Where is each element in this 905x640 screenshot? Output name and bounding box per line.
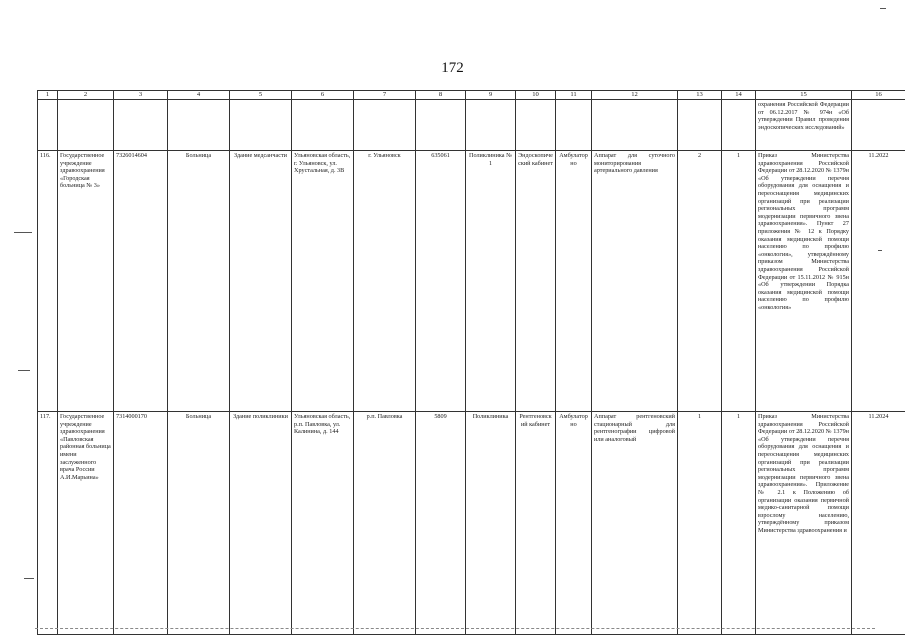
col-header: 2 — [58, 91, 114, 100]
scan-mark — [14, 232, 32, 233]
organization-cell: Государственное учреждение здравоохранения «Павловская районная больница имени заслуженного врача России А.И.Марьина» — [58, 412, 114, 635]
locality-cell: р.п. Павловка — [354, 412, 416, 635]
room-cell: Рентгеновский кабинет — [516, 412, 556, 635]
date-cell: 11.2022 — [852, 151, 905, 412]
col-header: 3 — [114, 91, 168, 100]
qty-required-cell: 2 — [678, 151, 722, 412]
care-form-cell: Амбулаторно — [556, 151, 592, 412]
col-header: 4 — [168, 91, 230, 100]
address-cell: Ульяновская область, р.п. Павловка, ул. Калинина, д. 144 — [292, 412, 354, 635]
qty-present-cell: 1 — [722, 151, 756, 412]
row-number: 117. — [38, 412, 58, 635]
equipment-cell: Аппарат рентгеновский стационарный для рентгенографии цифровой или аналоговый — [592, 412, 678, 635]
col-header: 16 — [852, 91, 905, 100]
care-form-cell: Амбулаторно — [556, 412, 592, 635]
basis-cell: Приказ Министерства здравоохранения Российской Федерации от 28.12.2020 № 1379н «Об утверждении перечня оборудования для оснащения и переоснащения медицинских организаций при реализации региональных программ модернизации первичного звена здравоохранения». Приложение № 2.1 к Положению об организации оказания первичной медико-санитарной помощи взрослому населению, утверждённому приказом Министерства здравоохранения и — [756, 412, 852, 635]
col-header: 1 — [38, 91, 58, 100]
scan-mark — [18, 370, 30, 371]
col-header: 9 — [466, 91, 516, 100]
inn-cell: 7326014604 — [114, 151, 168, 412]
column-number-row — [38, 91, 905, 100]
locality-cell: г. Ульяновск — [354, 151, 416, 412]
table-row — [38, 151, 905, 412]
oktmo-cell: 635061 — [416, 151, 466, 412]
col-header: 12 — [592, 91, 678, 100]
equipment-register-table — [37, 90, 905, 635]
col-header: 14 — [722, 91, 756, 100]
oktmo-cell: 5809 — [416, 412, 466, 635]
row-number: 116. — [38, 151, 58, 412]
room-cell: Эндоскопический кабинет — [516, 151, 556, 412]
table-row — [38, 412, 905, 635]
page-number: 172 — [441, 60, 464, 76]
scan-mark — [878, 250, 882, 251]
date-cell: 11.2024 — [852, 412, 905, 635]
col-header: 7 — [354, 91, 416, 100]
col-header: 5 — [230, 91, 292, 100]
scan-mark — [880, 8, 886, 9]
col-header: 11 — [556, 91, 592, 100]
organization-cell: Государственное учреждение здравоохранения «Городская больница № 3» — [58, 151, 114, 412]
basis-cell: охранения Российской Федерации от 06.12.2017 № 974н «Об утверждении Правил проведения эндоскопических исследований» — [756, 100, 852, 151]
basis-cell: Приказ Министерства здравоохранения Российской Федерации от 28.12.2020 № 1379н «Об утверждении перечня оборудования для оснащения и переоснащения медицинских организаций при реализации региональных программ модернизации первичного звена здравоохранения». Пункт 27 приложения № 12 к Порядку оказания медицинской помощи населению по профилю «онкология», утверждённому приказом Министерства здравоохранения Российской Федерации от 15.11.2012 № 915н «Об утверждении Порядка оказания медицинской помощи населению по профилю «онкология» — [756, 151, 852, 412]
division-cell: Поликлиника № 1 — [466, 151, 516, 412]
facility-type-cell: Больница — [168, 151, 230, 412]
col-header: 10 — [516, 91, 556, 100]
qty-present-cell: 1 — [722, 412, 756, 635]
col-header: 15 — [756, 91, 852, 100]
division-cell: Поликлиника — [466, 412, 516, 635]
building-cell: Здание медсанчасти — [230, 151, 292, 412]
facility-type-cell: Больница — [168, 412, 230, 635]
col-header: 8 — [416, 91, 466, 100]
scan-cut-line — [35, 628, 875, 629]
col-header: 13 — [678, 91, 722, 100]
scan-mark — [24, 578, 34, 579]
address-cell: Ульяновская область, г. Ульяновск, ул. Хрустальная, д. 3В — [292, 151, 354, 412]
inn-cell: 7314000170 — [114, 412, 168, 635]
col-header: 6 — [292, 91, 354, 100]
continuation-row — [38, 100, 905, 151]
equipment-cell: Аппарат для суточного мониторирования артериального давления — [592, 151, 678, 412]
building-cell: Здание поликлиники — [230, 412, 292, 635]
qty-required-cell: 1 — [678, 412, 722, 635]
